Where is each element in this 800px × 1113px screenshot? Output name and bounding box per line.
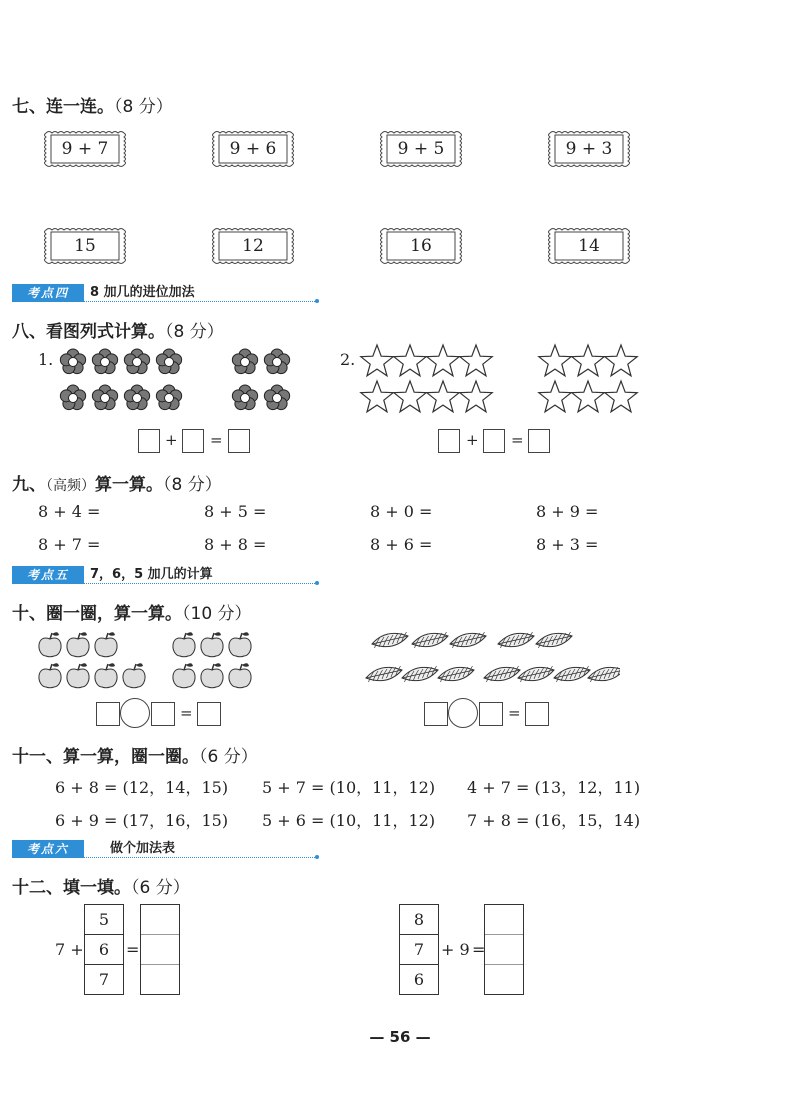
q12-right-suffix: + 9: [441, 940, 470, 959]
q10-right-box2[interactable]: [479, 702, 503, 726]
q12-left-answer-cell[interactable]: [141, 935, 179, 965]
q9-title: [12, 470, 222, 495]
q8-p2-box3[interactable]: [528, 429, 550, 453]
table-cell: 7: [400, 935, 438, 965]
q10-title: [12, 599, 252, 624]
kaodian5-banner: [12, 566, 317, 584]
kaodian4-text: 8 加几的进位加法: [90, 285, 195, 300]
q9-equation: 8 + 8 =: [204, 535, 267, 554]
q7-title-text: 七、连一连。: [12, 97, 114, 117]
leaf-icon: [484, 666, 520, 682]
star-icon: [572, 345, 604, 376]
q12-points: （6 分）: [131, 878, 190, 898]
q12-left-answer[interactable]: [140, 904, 180, 995]
q12-right-column: [399, 904, 439, 995]
q12-right-equals: =: [472, 940, 486, 959]
kaodian6-line: [84, 857, 317, 858]
apple-icon: [67, 632, 89, 657]
star-icon: [539, 345, 571, 376]
q11-equation: 5 + 7 = (10，11，12): [262, 778, 436, 797]
q11-equation: 6 + 9 = (17，16，15): [55, 811, 229, 830]
number-card-label: 12: [242, 236, 264, 256]
table-cell: 7: [98, 970, 110, 989]
flower-icon: [60, 385, 85, 410]
apple-icon: [229, 663, 251, 688]
leaf-icon: [412, 632, 448, 648]
q7-points: （8 分）: [114, 97, 173, 117]
star-icon: [361, 381, 393, 412]
q8-flowers: [55, 342, 315, 420]
q10-left-circle[interactable]: [120, 698, 150, 728]
flower-icon: [264, 349, 289, 374]
kaodian5-tag: 考点五: [12, 566, 84, 584]
q11-equation: 5 + 6 = (10，11，12): [262, 811, 436, 830]
q8-p2-equals: =: [511, 431, 524, 449]
table-cell: 6: [85, 935, 123, 965]
apple-icon: [39, 632, 61, 657]
q11-title: [12, 742, 258, 767]
leaf-icon: [372, 632, 408, 648]
flower-icon: [124, 349, 149, 374]
q10-title-text: 十、圈一圈，算一算。: [12, 604, 182, 624]
star-icon: [427, 381, 459, 412]
q11-equation: 4 + 7 = (13，12，11): [467, 778, 641, 797]
leaf-icon: [554, 666, 590, 682]
number-card-label: 16: [410, 236, 432, 256]
q12-title: [12, 873, 190, 898]
apple-icon: [123, 663, 145, 688]
q11-points: （6 分）: [199, 747, 258, 767]
expression-card[interactable]: [42, 129, 128, 169]
expression-card[interactable]: [210, 129, 296, 169]
expression-card[interactable]: [546, 129, 632, 169]
q9-title-text: 九、: [12, 475, 46, 495]
flower-icon: [232, 349, 257, 374]
apple-icon: [173, 632, 195, 657]
q12-right-answer-cell[interactable]: [485, 905, 523, 935]
leaf-icon: [498, 632, 534, 648]
q10-left-equals: =: [180, 704, 193, 722]
q12-left-equals: =: [126, 940, 140, 959]
q8-p2-box2[interactable]: [483, 429, 505, 453]
star-icon: [460, 381, 492, 412]
star-icon: [572, 381, 604, 412]
leaf-icon: [402, 666, 438, 682]
table-cell: 8: [400, 905, 438, 935]
q10-left-box2[interactable]: [151, 702, 175, 726]
q8-p2-plus: +: [466, 431, 479, 449]
q9-equation: 8 + 0 =: [370, 502, 433, 521]
star-icon: [605, 345, 637, 376]
q8-p1-box1[interactable]: [138, 429, 160, 453]
expression-card-label: 9 + 3: [565, 139, 613, 159]
q10-apples: [30, 628, 290, 694]
q10-right-circle[interactable]: [448, 698, 478, 728]
q12-left-column: [84, 904, 124, 995]
q10-right-equals: =: [508, 704, 521, 722]
q9-equation: 8 + 5 =: [204, 502, 267, 521]
leaf-icon: [450, 632, 486, 648]
star-icon: [394, 345, 426, 376]
kaodian4-line: [84, 301, 317, 302]
q8-p1-box2[interactable]: [182, 429, 204, 453]
apple-icon: [201, 632, 223, 657]
q8-points: （8 分）: [165, 322, 224, 342]
kaodian6-text: 做个加法表: [110, 841, 176, 856]
q10-leaves: [360, 628, 620, 694]
expression-card-label: 9 + 7: [61, 139, 109, 159]
number-card[interactable]: [210, 226, 296, 266]
kaodian5-text: 7，6，5 加几的计算: [90, 567, 213, 582]
table-cell: 5: [85, 905, 123, 935]
star-icon: [460, 345, 492, 376]
q12-left-answer-cell[interactable]: [141, 965, 179, 994]
flower-icon: [156, 349, 181, 374]
number-card[interactable]: [546, 226, 632, 266]
apple-icon: [95, 663, 117, 688]
q10-right-box3[interactable]: [525, 702, 549, 726]
kaodian6-banner: [12, 840, 317, 858]
expression-card-label: 9 + 6: [229, 139, 277, 159]
q8-p1-equals: =: [210, 431, 223, 449]
star-icon: [427, 345, 459, 376]
flower-icon: [232, 385, 257, 410]
q11-title-text: 十一、算一算，圈一圈。: [12, 747, 199, 767]
star-icon: [605, 381, 637, 412]
expression-card-label: 9 + 5: [397, 139, 445, 159]
flower-icon: [92, 349, 117, 374]
apple-icon: [39, 663, 61, 688]
q12-left-prefix: 7 +: [55, 940, 84, 959]
q12-title-text: 十二、填一填。: [12, 878, 131, 898]
q9-equation: 8 + 9 =: [536, 502, 599, 521]
q9-equation: 8 + 7 =: [38, 535, 101, 554]
kaodian6-tag: 考点六: [12, 840, 84, 858]
q8-title-text: 八、看图列式计算。: [12, 322, 165, 342]
apple-icon: [201, 663, 223, 688]
expression-card[interactable]: [378, 129, 464, 169]
leaf-icon: [536, 632, 572, 648]
star-icon: [394, 381, 426, 412]
q8-p2-box1[interactable]: [438, 429, 460, 453]
number-card[interactable]: [378, 226, 464, 266]
page-number: — 56 —: [369, 1028, 431, 1046]
table-cell: 6: [413, 970, 425, 989]
apple-icon: [229, 632, 251, 657]
leaf-icon: [366, 666, 402, 682]
q11-equation: 7 + 8 = (16，15，14): [467, 811, 641, 830]
leaf-icon: [588, 666, 620, 682]
q11-equation: 6 + 8 = (12，14，15): [55, 778, 229, 797]
flower-icon: [124, 385, 149, 410]
q8-p1-label: 1.: [38, 350, 54, 369]
kaodian4-tag: 考点四: [12, 284, 84, 302]
star-icon: [539, 381, 571, 412]
q8-p1-box3[interactable]: [228, 429, 250, 453]
q7-title: [12, 92, 173, 117]
q10-points: （10 分）: [182, 604, 252, 624]
q12-left-answer-cell[interactable]: [141, 905, 179, 935]
q8-p1-plus: +: [165, 431, 178, 449]
apple-icon: [173, 663, 195, 688]
flower-icon: [92, 385, 117, 410]
star-icon: [361, 345, 393, 376]
leaf-icon: [438, 666, 474, 682]
kaodian4-banner: [12, 284, 317, 302]
apple-icon: [67, 663, 89, 688]
flower-icon: [264, 385, 289, 410]
q9-tag: （高频）: [46, 478, 95, 494]
number-card[interactable]: [42, 226, 128, 266]
kaodian5-line: [84, 583, 317, 584]
leaf-icon: [518, 666, 554, 682]
q9-equation: 8 + 3 =: [536, 535, 599, 554]
apple-icon: [95, 632, 117, 657]
q8-stars: [355, 342, 655, 420]
q8-title: [12, 317, 224, 342]
flower-icon: [60, 349, 85, 374]
number-card-label: 14: [578, 236, 600, 256]
q12-right-answer-cell[interactable]: [485, 935, 523, 965]
flower-icon: [156, 385, 181, 410]
q10-left-box3[interactable]: [197, 702, 221, 726]
q9-title-text2: 算一算。: [95, 475, 163, 495]
q9-points: （8 分）: [163, 475, 222, 495]
q12-right-answer[interactable]: [484, 904, 524, 995]
number-card-label: 15: [74, 236, 96, 256]
q9-equation: 8 + 4 =: [38, 502, 101, 521]
q10-left-box1[interactable]: [96, 702, 120, 726]
q9-equation: 8 + 6 =: [370, 535, 433, 554]
q12-right-answer-cell[interactable]: [485, 965, 523, 994]
q8-p2-label: 2.: [340, 350, 356, 369]
q10-right-box1[interactable]: [424, 702, 448, 726]
